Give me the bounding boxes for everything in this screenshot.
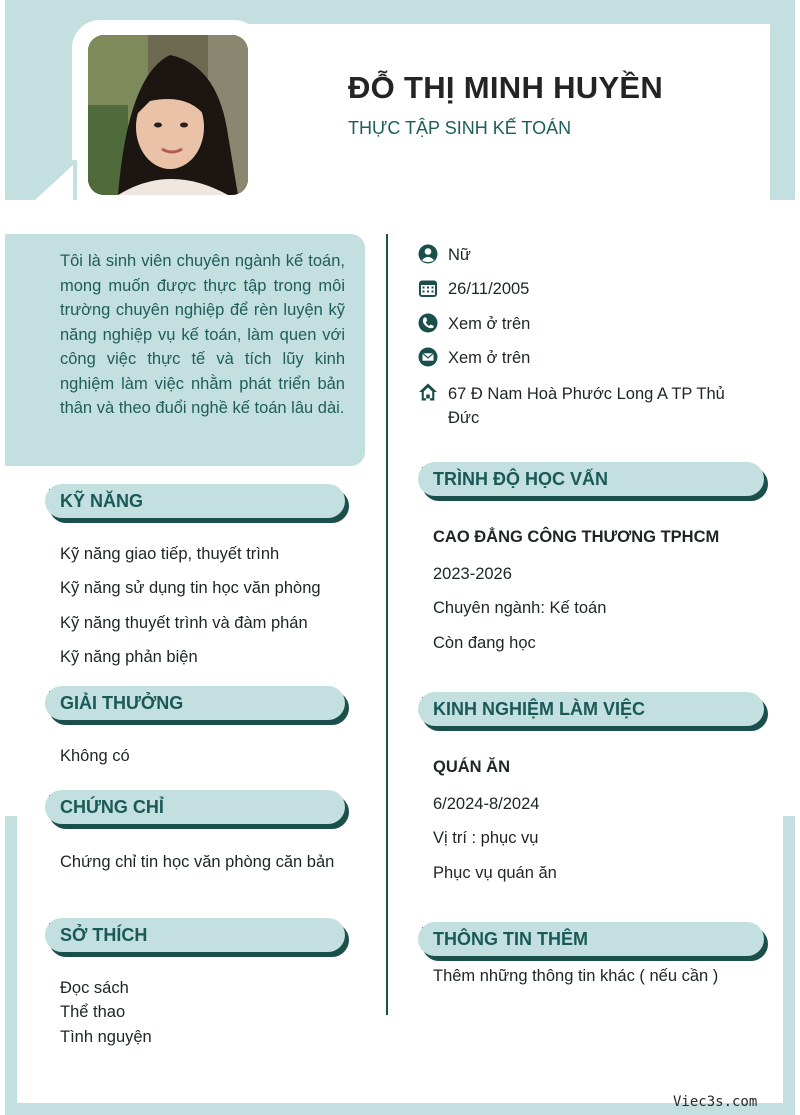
job-title: THỰC TẬP SINH KẾ TOÁN (348, 118, 572, 138)
education-status: Còn đang học (433, 634, 536, 652)
education-major: Chuyên ngành: Kế toán (433, 599, 607, 617)
school-name: CAO ĐẲNG CÔNG THƯƠNG TPHCM (433, 528, 720, 546)
extra-info-text: Thêm những thông tin khác ( nếu cần ) (433, 967, 719, 985)
awards-heading: GIẢI THƯỞNG (60, 693, 184, 713)
hobby-item: Thể thao (60, 1003, 126, 1021)
hobbies-section-header (45, 918, 345, 952)
education-period: 2023-2026 (433, 565, 512, 583)
phone-icon (418, 313, 438, 333)
skill-item: Kỹ năng phản biện (60, 648, 198, 666)
mail-icon (418, 347, 438, 367)
skill-item: Kỹ năng thuyết trình và đàm phán (60, 614, 308, 632)
extra-info-section-header (418, 922, 764, 956)
phone: Xem ở trên (448, 315, 531, 333)
address: 67 Đ Nam Hoà Phước Long A TP Thủ Đức (448, 385, 725, 427)
calendar-icon (418, 278, 438, 298)
award-item: Không có (60, 747, 130, 765)
email: Xem ở trên (448, 349, 531, 367)
skill-item: Kỹ năng giao tiếp, thuyết trình (60, 545, 280, 563)
skills-heading: KỸ NĂNG (60, 491, 144, 511)
experience-section-header (418, 692, 764, 726)
hobby-item: Tình nguyện (60, 1028, 152, 1046)
career-objective: Tôi là sinh viên chuyên ngành kế toán, mong muốn được thực tập trong môi trường chuyên nghiệp để rèn luyện kỹ năng nghiệp vụ kế toán, làm quen với công việc thực tế và tích lũy kinh nghiệm làm việc nhằm phát triển bản thân và theo đuổi nghề kế toán lâu dài. (60, 252, 345, 417)
candidate-name: ĐỖ THỊ MINH HUYỀN (348, 70, 664, 105)
extra-info-heading: THÔNG TIN THÊM (433, 929, 588, 949)
certificates-heading: CHỨNG CHỈ (60, 797, 164, 817)
hobby-item: Đọc sách (60, 979, 129, 997)
awards-section-header (45, 686, 345, 720)
header-corner-cut (35, 165, 73, 200)
education-heading: TRÌNH ĐỘ HỌC VẤN (433, 469, 608, 489)
watermark: Viec3s.com (673, 1094, 758, 1110)
header-card (230, 24, 770, 200)
experience-period: 6/2024-8/2024 (433, 795, 540, 813)
profile-photo (88, 35, 248, 195)
company-name: QUÁN ĂN (433, 758, 510, 776)
home-icon (418, 382, 438, 402)
education-section-header (418, 462, 764, 496)
experience-description: Phục vụ quán ăn (433, 864, 557, 882)
user-icon (418, 244, 438, 264)
experience-position: Vị trí : phục vụ (433, 829, 539, 847)
profile-photo-illustration (88, 35, 248, 195)
certificates-section-header (45, 790, 345, 824)
column-divider (386, 234, 388, 1015)
gender: Nữ (448, 246, 471, 264)
skills-section-header (45, 484, 345, 518)
experience-heading: KINH NGHIỆM LÀM VIỆC (433, 699, 646, 719)
skill-item: Kỹ năng sử dụng tin học văn phòng (60, 579, 321, 597)
hobbies-heading: SỞ THÍCH (60, 925, 148, 945)
birthday: 26/11/2005 (448, 280, 530, 298)
certificate-item: Chứng chỉ tin học văn phòng căn bản (60, 853, 335, 871)
